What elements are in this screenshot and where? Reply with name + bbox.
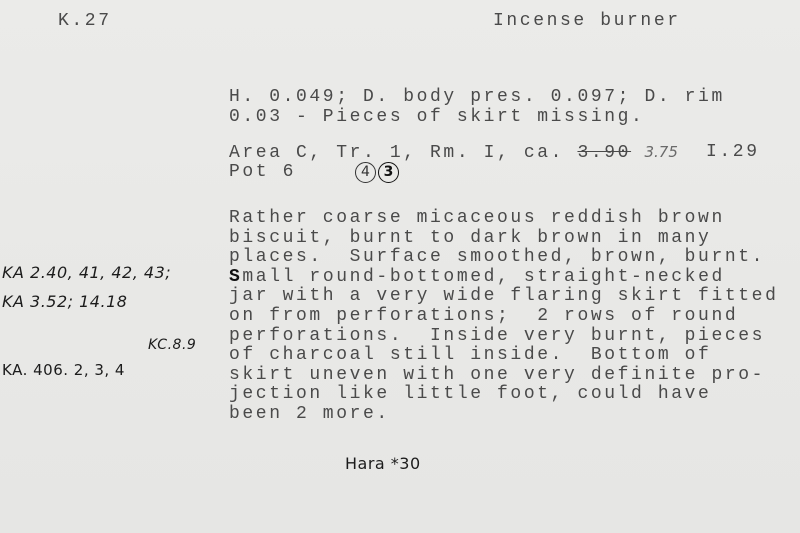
corrected-depth: 3.75 xyxy=(644,143,678,161)
description-line: places. Surface smoothed, brown, burnt. xyxy=(229,247,766,268)
description-line: Small round-bottomed, straight-necked xyxy=(229,266,725,287)
dimensions-line-1: H. 0.049; D. body pres. 0.097; D. rim xyxy=(229,87,725,107)
description-line: on from perforations; 2 rows of round xyxy=(229,305,739,326)
description-line: jar with a very wide flaring skirt fitted xyxy=(229,286,779,307)
handwritten-ref: KA 3.52; 14.18 xyxy=(2,292,128,311)
findspot-line xyxy=(229,143,678,164)
handwritten-ref: KC.8.9 xyxy=(148,337,197,353)
struck-depth: 3.90 xyxy=(577,143,632,163)
pot-number: Pot 6 xyxy=(229,162,297,182)
description-first-letter: S xyxy=(229,266,243,287)
description-line: of charcoal still inside. Bottom of xyxy=(229,345,712,366)
findspot-prefix: Area C, Tr. 1, Rm. I, ca. xyxy=(229,143,578,163)
description-line: skirt uneven with one very definite pro- xyxy=(229,364,766,385)
signature: Hara *30 xyxy=(345,454,421,473)
inventory-number: I.29 xyxy=(706,142,760,162)
catalog-number: K.27 xyxy=(58,11,112,31)
dimensions-line-2: 0.03 - Pieces of skirt missing. xyxy=(229,107,645,127)
description-line: been 2 more. xyxy=(229,403,390,424)
handwritten-ref: KA. 406. 2, 3, 4 xyxy=(2,361,125,379)
circled-number: 4 xyxy=(355,162,376,183)
description-line: perforations. Inside very burnt, pieces xyxy=(229,325,766,346)
description-line: biscuit, burnt to dark brown in many xyxy=(229,227,712,248)
description-line: jection like little foot, could have xyxy=(229,384,712,405)
description xyxy=(229,209,778,425)
handwritten-ref: KA 2.40, 41, 42, 43; xyxy=(2,263,172,282)
description-line: Rather coarse micaceous reddish brown xyxy=(229,208,725,228)
circled-numbers xyxy=(355,162,401,183)
object-name: Incense burner xyxy=(493,11,681,31)
circled-number: 3 xyxy=(378,162,399,183)
